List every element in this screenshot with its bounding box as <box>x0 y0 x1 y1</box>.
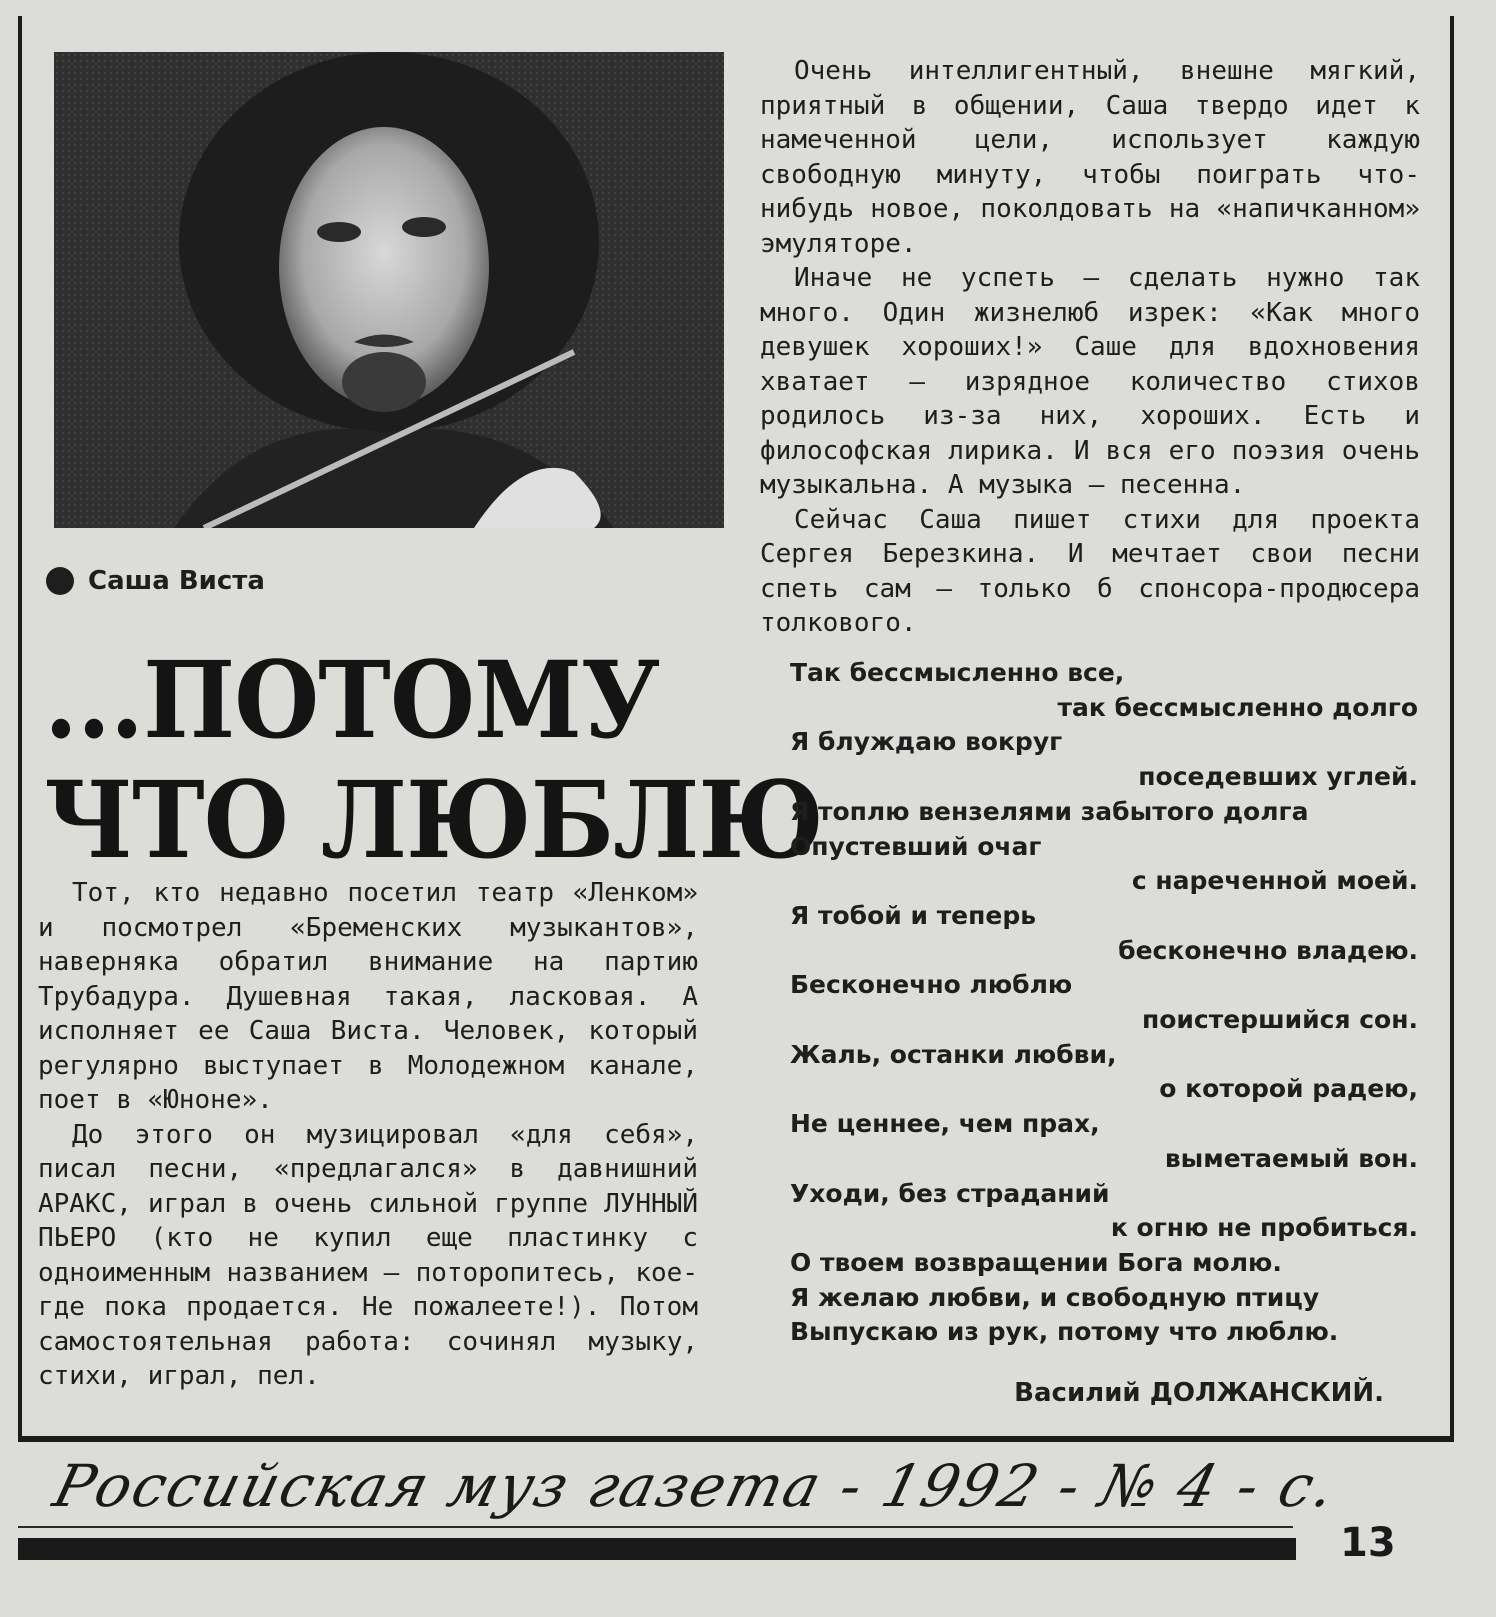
left-column <box>38 876 698 1394</box>
portrait-photo <box>54 52 724 528</box>
poem-line: О твоем возвращении Бога молю. <box>790 1247 1282 1277</box>
poem-line: Бесконечно люблю <box>790 970 1073 1000</box>
poem-line: Выпускаю из рук, потому что люблю. <box>790 1317 1339 1347</box>
poem-line: Опустевший очаг <box>790 831 1042 861</box>
poem-line: Я желаю любви, и свободную птицу <box>790 1282 1320 1312</box>
paragraph: Очень интеллигентный, внешне мягкий, приятный в общении, Саша твердо идет к намеченной цели, использует каждую свободную минуту, чтобы поиграть что-нибудь новое, поколдовать на «напичканном» эмуляторе. <box>760 56 1420 259</box>
poem-line: о которой радею, <box>1159 1074 1418 1104</box>
poem-line: поседевших углей. <box>1138 762 1418 792</box>
paragraph: Тот, кто недавно посетил театр «Ленком» и посмотрел «Бременских музыкантов», наверняка обратил внимание на партию Трубадура. Душевная такая, ласковая. А исполняет ее Саша Виста. Человек, который регулярно выступает в Молодежном канале, поет в «Юноне». <box>38 878 698 1115</box>
poem-line: Так бессмысленно все, <box>790 658 1125 687</box>
handwriting-underline <box>18 1526 1293 1528</box>
caption-text: Саша Виста <box>88 566 265 596</box>
bullet-icon <box>46 567 74 595</box>
footer-bar <box>18 1538 1296 1560</box>
poem-line: выметаемый вон. <box>1164 1143 1418 1173</box>
headline <box>44 637 824 882</box>
poem-line: Я блуждаю вокруг <box>790 727 1063 757</box>
poem-line: Я топлю вензелями забытого долга <box>790 796 1309 826</box>
author-signature: Василий ДОЛЖАНСКИЙ. <box>1014 1378 1384 1408</box>
poem-line: Я тобой и теперь <box>790 900 1037 930</box>
poem-line: к огню не пробиться. <box>1110 1213 1418 1243</box>
poem-line: так бессмысленно долго <box>1057 692 1418 722</box>
paragraph: Сейчас Саша пишет стихи для проекта Сергея Березкина. И мечтает свои песни спеть сам — только б спонсора-продюсера толкового. <box>760 504 1420 638</box>
photo-caption <box>46 563 265 599</box>
poem-line: с нареченной моей. <box>1131 866 1418 896</box>
poem-line: Не ценнее, чем прах, <box>790 1109 1100 1139</box>
paragraph: Иначе не успеть — сделать нужно так много. Один жизнелюб изрек: «Как много девушек хороших!» Саше для вдохновения хватает — изрядное количество стихов родилось из-за них, хороших. Есть и философская лирика. И вся его поэзия очень музыкальна. А музыка — песенна. <box>760 263 1420 500</box>
handwritten-note: Российская муз газета - 1992 - № 4 - с. <box>47 1452 1344 1520</box>
poem-line: Уходи, без страданий <box>790 1178 1110 1208</box>
right-column <box>760 54 1420 641</box>
poem-line: поистершийся сон. <box>1141 1005 1418 1035</box>
poem-line: Жаль, останки любви, <box>790 1039 1117 1069</box>
headline-line-2: ЧТО ЛЮБЛЮ <box>44 757 824 882</box>
page-number: 13 <box>1340 1520 1396 1566</box>
poem <box>790 656 1418 1350</box>
poem-line: бесконечно владею. <box>1118 935 1418 965</box>
headline-line-1: ...ПОТОМУ <box>44 637 660 762</box>
paragraph: До этого он музицировал «для себя», писал песни, «предлагался» в давнишний АРАКС, играл в очень сильной группе ЛУННЫЙ ПЬЕРО (кто не купил еще пластинку с одноименным названием — поторопитесь, кое-где пока продается. Не пожалеете!). Потом самостоятельная работа: сочинял музыку, стихи, играл, пел. <box>38 1119 698 1391</box>
